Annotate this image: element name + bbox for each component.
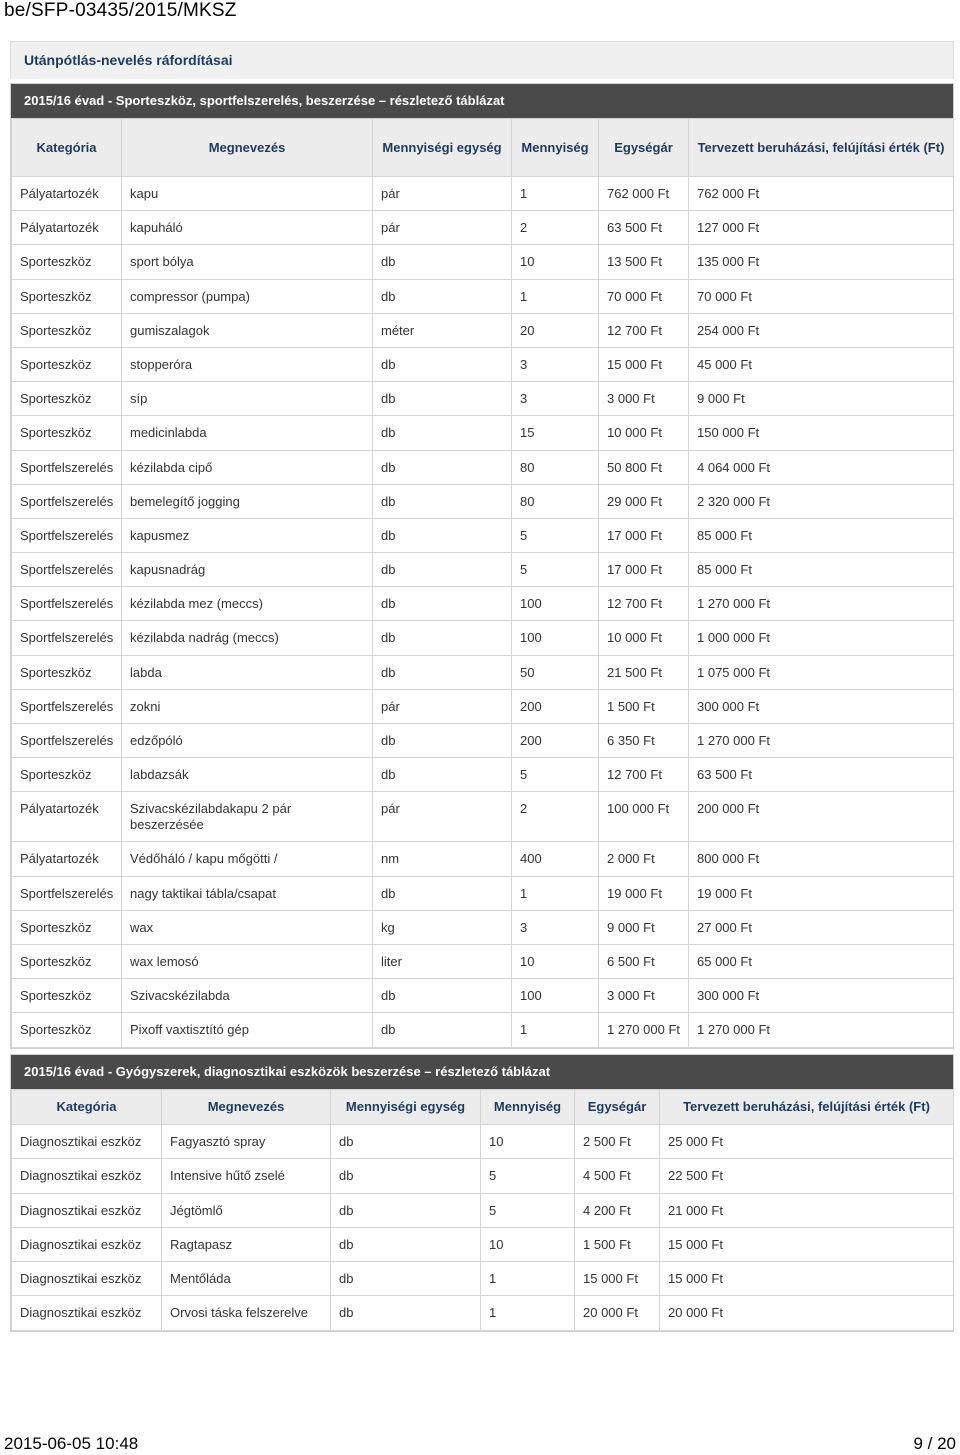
cell-planned-value: 4 064 000 Ft [689, 450, 954, 484]
cell-unit: db [373, 279, 512, 313]
cell-category: Sportfelszerelés [12, 587, 122, 621]
cell-quantity: 2 [512, 211, 599, 245]
cell-unit: db [373, 724, 512, 758]
table-row [12, 655, 954, 689]
cell-unit-price: 17 000 Ft [599, 518, 689, 552]
equipment-table-body [12, 177, 954, 1048]
cell-category: Sporteszköz [12, 910, 122, 944]
cell-quantity: 3 [512, 382, 599, 416]
cell-unit-price: 70 000 Ft [599, 279, 689, 313]
cell-unit-price: 10 000 Ft [599, 621, 689, 655]
cell-unit-price: 20 000 Ft [575, 1296, 660, 1330]
cell-unit-price: 2 000 Ft [599, 842, 689, 876]
col-header-quantity: Mennyiség [481, 1090, 575, 1125]
cell-name: bemelegítő jogging [122, 484, 373, 518]
cell-unit: db [373, 382, 512, 416]
cell-name: compressor (pumpa) [122, 279, 373, 313]
cell-quantity: 2 [512, 792, 599, 842]
cell-planned-value: 127 000 Ft [689, 211, 954, 245]
cell-name: Fagyasztó spray [162, 1125, 331, 1159]
cell-category: Sporteszköz [12, 347, 122, 381]
cell-planned-value: 150 000 Ft [689, 416, 954, 450]
cell-unit: db [373, 518, 512, 552]
medical-table-body [12, 1125, 954, 1331]
cell-name: medicinlabda [122, 416, 373, 450]
cell-name: labdazsák [122, 758, 373, 792]
cell-unit: méter [373, 313, 512, 347]
cell-category: Diagnosztikai eszköz [12, 1262, 162, 1296]
cell-unit: db [373, 758, 512, 792]
cell-quantity: 100 [512, 621, 599, 655]
cell-quantity: 5 [512, 758, 599, 792]
cell-quantity: 80 [512, 450, 599, 484]
table-row [12, 842, 954, 876]
cell-name: Orvosi táska felszerelve [162, 1296, 331, 1330]
cell-unit: pár [373, 211, 512, 245]
cell-planned-value: 22 500 Ft [660, 1159, 954, 1193]
cell-name: Pixoff vaxtisztító gép [122, 1013, 373, 1047]
cell-category: Sporteszköz [12, 382, 122, 416]
cell-category: Sportfelszerelés [12, 621, 122, 655]
col-header-name: Megnevezés [162, 1090, 331, 1125]
cell-planned-value: 1 270 000 Ft [689, 587, 954, 621]
table-row [12, 1013, 954, 1047]
cell-category: Sporteszköz [12, 944, 122, 978]
cell-unit: db [373, 484, 512, 518]
table-row [12, 484, 954, 518]
cell-quantity: 10 [481, 1125, 575, 1159]
table-row [12, 553, 954, 587]
table-row [12, 792, 954, 842]
cell-planned-value: 254 000 Ft [689, 313, 954, 347]
col-header-category: Kategória [12, 1090, 162, 1125]
cell-planned-value: 1 075 000 Ft [689, 655, 954, 689]
cell-category: Sporteszköz [12, 758, 122, 792]
cell-planned-value: 15 000 Ft [660, 1262, 954, 1296]
cell-name: kézilabda nadrág (meccs) [122, 621, 373, 655]
col-header-unit-price: Egységár [599, 119, 689, 177]
cell-planned-value: 19 000 Ft [689, 876, 954, 910]
cell-category: Diagnosztikai eszköz [12, 1159, 162, 1193]
table-row [12, 1227, 954, 1261]
col-header-planned-value: Tervezett beruházási, felújítási érték (Ft) [660, 1090, 954, 1125]
cell-quantity: 1 [512, 876, 599, 910]
cell-unit-price: 21 500 Ft [599, 655, 689, 689]
cell-quantity: 3 [512, 347, 599, 381]
cell-category: Diagnosztikai eszköz [12, 1227, 162, 1261]
table-row [12, 347, 954, 381]
cell-category: Sporteszköz [12, 245, 122, 279]
cell-category: Sporteszköz [12, 279, 122, 313]
cell-unit-price: 100 000 Ft [599, 792, 689, 842]
cell-planned-value: 65 000 Ft [689, 944, 954, 978]
cell-category: Sportfelszerelés [12, 876, 122, 910]
cell-name: wax lemosó [122, 944, 373, 978]
cell-unit-price: 3 000 Ft [599, 979, 689, 1013]
cell-unit-price: 10 000 Ft [599, 416, 689, 450]
section-header [10, 41, 954, 79]
col-header-planned-value: Tervezett beruházási, felújítási érték (Ft) [689, 119, 954, 177]
cell-category: Diagnosztikai eszköz [12, 1193, 162, 1227]
cell-unit: db [373, 450, 512, 484]
table-row [12, 1125, 954, 1159]
table-header-row [12, 1090, 954, 1125]
cell-category: Sporteszköz [12, 416, 122, 450]
cell-unit-price: 15 000 Ft [575, 1262, 660, 1296]
cell-unit: db [373, 1013, 512, 1047]
cell-unit: db [373, 979, 512, 1013]
cell-name: kézilabda cipő [122, 450, 373, 484]
cell-unit-price: 12 700 Ft [599, 587, 689, 621]
cell-planned-value: 70 000 Ft [689, 279, 954, 313]
cell-name: Szivacskézilabdakapu 2 pár beszerzésée [122, 792, 373, 842]
cell-planned-value: 1 270 000 Ft [689, 724, 954, 758]
table-row [12, 518, 954, 552]
table-row [12, 211, 954, 245]
table-row [12, 587, 954, 621]
cell-quantity: 1 [481, 1262, 575, 1296]
cell-unit: pár [373, 177, 512, 211]
table-row [12, 313, 954, 347]
cell-quantity: 5 [512, 518, 599, 552]
cell-quantity: 1 [481, 1296, 575, 1330]
equipment-table [11, 118, 954, 1048]
cell-unit: pár [373, 689, 512, 723]
cell-unit-price: 4 200 Ft [575, 1193, 660, 1227]
cell-unit-price: 762 000 Ft [599, 177, 689, 211]
document-id: be/SFP-03435/2015/MKSZ [4, 0, 237, 21]
cell-category: Sportfelszerelés [12, 553, 122, 587]
table-row [12, 944, 954, 978]
cell-planned-value: 200 000 Ft [689, 792, 954, 842]
cell-unit-price: 12 700 Ft [599, 758, 689, 792]
cell-planned-value: 1 270 000 Ft [689, 1013, 954, 1047]
cell-unit: liter [373, 944, 512, 978]
col-header-unit: Mennyiségi egység [373, 119, 512, 177]
table-row [12, 979, 954, 1013]
cell-planned-value: 9 000 Ft [689, 382, 954, 416]
cell-planned-value: 63 500 Ft [689, 758, 954, 792]
cell-name: síp [122, 382, 373, 416]
cell-unit: db [331, 1159, 481, 1193]
cell-unit: db [373, 655, 512, 689]
cell-category: Sporteszköz [12, 979, 122, 1013]
cell-quantity: 10 [512, 944, 599, 978]
equipment-table-title: 2015/16 évad - Sporteszköz, sportfelszerelés, beszerzése – részletező táblázat [11, 84, 953, 118]
cell-category: Pályatartozék [12, 211, 122, 245]
cell-planned-value: 762 000 Ft [689, 177, 954, 211]
cell-planned-value: 300 000 Ft [689, 979, 954, 1013]
table-row [12, 1262, 954, 1296]
cell-planned-value: 135 000 Ft [689, 245, 954, 279]
cell-unit-price: 6 500 Ft [599, 944, 689, 978]
medical-table-block [10, 1054, 954, 1332]
cell-planned-value: 2 320 000 Ft [689, 484, 954, 518]
cell-category: Diagnosztikai eszköz [12, 1296, 162, 1330]
cell-quantity: 1 [512, 177, 599, 211]
cell-planned-value: 85 000 Ft [689, 518, 954, 552]
cell-planned-value: 27 000 Ft [689, 910, 954, 944]
cell-name: sport bólya [122, 245, 373, 279]
table-row [12, 758, 954, 792]
cell-unit: db [331, 1193, 481, 1227]
cell-planned-value: 300 000 Ft [689, 689, 954, 723]
cell-unit-price: 9 000 Ft [599, 910, 689, 944]
cell-name: labda [122, 655, 373, 689]
footer-timestamp: 2015-06-05 10:48 [4, 1434, 139, 1453]
cell-unit-price: 19 000 Ft [599, 876, 689, 910]
cell-quantity: 400 [512, 842, 599, 876]
cell-planned-value: 15 000 Ft [660, 1227, 954, 1261]
table-row [12, 1159, 954, 1193]
table-header-row [12, 119, 954, 177]
table-row [12, 621, 954, 655]
cell-category: Sportfelszerelés [12, 689, 122, 723]
table-row [12, 279, 954, 313]
cell-category: Sporteszköz [12, 313, 122, 347]
cell-unit-price: 63 500 Ft [599, 211, 689, 245]
cell-unit: nm [373, 842, 512, 876]
cell-unit-price: 1 500 Ft [575, 1227, 660, 1261]
col-header-name: Megnevezés [122, 119, 373, 177]
cell-name: kapu [122, 177, 373, 211]
cell-category: Sportfelszerelés [12, 484, 122, 518]
table-row [12, 1296, 954, 1330]
cell-name: zokni [122, 689, 373, 723]
cell-category: Diagnosztikai eszköz [12, 1125, 162, 1159]
cell-planned-value: 800 000 Ft [689, 842, 954, 876]
cell-category: Sportfelszerelés [12, 518, 122, 552]
medical-table [11, 1089, 954, 1331]
table-row [12, 177, 954, 211]
cell-unit: db [331, 1262, 481, 1296]
col-header-quantity: Mennyiség [512, 119, 599, 177]
equipment-table-block [10, 83, 954, 1049]
cell-name: stopperóra [122, 347, 373, 381]
cell-name: kapuháló [122, 211, 373, 245]
cell-name: nagy taktikai tábla/csapat [122, 876, 373, 910]
table-row [12, 910, 954, 944]
cell-unit: db [373, 347, 512, 381]
col-header-unit-price: Egységár [575, 1090, 660, 1125]
cell-category: Sporteszköz [12, 1013, 122, 1047]
cell-unit-price: 1 270 000 Ft [599, 1013, 689, 1047]
cell-name: Szivacskézilabda [122, 979, 373, 1013]
cell-name: Védőháló / kapu mőgötti / [122, 842, 373, 876]
cell-unit-price: 13 500 Ft [599, 245, 689, 279]
cell-unit: db [331, 1227, 481, 1261]
cell-name: gumiszalagok [122, 313, 373, 347]
col-header-unit: Mennyiségi egység [331, 1090, 481, 1125]
cell-quantity: 5 [481, 1193, 575, 1227]
cell-unit-price: 17 000 Ft [599, 553, 689, 587]
cell-planned-value: 1 000 000 Ft [689, 621, 954, 655]
cell-quantity: 100 [512, 587, 599, 621]
table-row [12, 382, 954, 416]
cell-unit-price: 29 000 Ft [599, 484, 689, 518]
cell-name: Ragtapasz [162, 1227, 331, 1261]
section-title: Utánpótlás-nevelés ráfordításai [24, 52, 233, 68]
cell-name: Jégtömlő [162, 1193, 331, 1227]
cell-name: Mentőláda [162, 1262, 331, 1296]
cell-quantity: 50 [512, 655, 599, 689]
cell-quantity: 20 [512, 313, 599, 347]
cell-unit: db [373, 621, 512, 655]
cell-name: wax [122, 910, 373, 944]
medical-table-title: 2015/16 évad - Gyógyszerek, diagnosztikai eszközök beszerzése – részletező táblázat [11, 1055, 953, 1089]
cell-unit: db [373, 245, 512, 279]
cell-quantity: 15 [512, 416, 599, 450]
cell-unit-price: 1 500 Ft [599, 689, 689, 723]
table-row [12, 450, 954, 484]
cell-quantity: 1 [512, 279, 599, 313]
cell-category: Pályatartozék [12, 842, 122, 876]
table-row [12, 416, 954, 450]
cell-category: Pályatartozék [12, 177, 122, 211]
cell-planned-value: 45 000 Ft [689, 347, 954, 381]
cell-name: kézilabda mez (meccs) [122, 587, 373, 621]
footer-page-number: 9 / 20 [913, 1434, 956, 1453]
cell-unit: db [373, 587, 512, 621]
cell-name: Intensive hűtő zselé [162, 1159, 331, 1193]
cell-quantity: 5 [481, 1159, 575, 1193]
table-row [12, 689, 954, 723]
cell-category: Sportfelszerelés [12, 724, 122, 758]
cell-planned-value: 85 000 Ft [689, 553, 954, 587]
cell-unit: db [331, 1296, 481, 1330]
cell-planned-value: 21 000 Ft [660, 1193, 954, 1227]
cell-unit-price: 15 000 Ft [599, 347, 689, 381]
cell-quantity: 1 [512, 1013, 599, 1047]
cell-quantity: 200 [512, 689, 599, 723]
cell-unit-price: 50 800 Ft [599, 450, 689, 484]
cell-unit-price: 6 350 Ft [599, 724, 689, 758]
cell-unit-price: 4 500 Ft [575, 1159, 660, 1193]
cell-unit: db [331, 1125, 481, 1159]
cell-quantity: 10 [481, 1227, 575, 1261]
cell-category: Sporteszköz [12, 655, 122, 689]
cell-quantity: 10 [512, 245, 599, 279]
cell-unit-price: 12 700 Ft [599, 313, 689, 347]
cell-unit: pár [373, 792, 512, 842]
col-header-category: Kategória [12, 119, 122, 177]
cell-planned-value: 25 000 Ft [660, 1125, 954, 1159]
table-row [12, 245, 954, 279]
cell-quantity: 5 [512, 553, 599, 587]
cell-planned-value: 20 000 Ft [660, 1296, 954, 1330]
cell-quantity: 80 [512, 484, 599, 518]
cell-category: Sportfelszerelés [12, 450, 122, 484]
cell-unit-price: 3 000 Ft [599, 382, 689, 416]
cell-unit: db [373, 416, 512, 450]
cell-name: kapusmez [122, 518, 373, 552]
table-row [12, 876, 954, 910]
cell-unit: db [373, 553, 512, 587]
table-row [12, 1193, 954, 1227]
cell-quantity: 100 [512, 979, 599, 1013]
cell-name: edzőpóló [122, 724, 373, 758]
cell-category: Pályatartozék [12, 792, 122, 842]
cell-name: kapusnadrág [122, 553, 373, 587]
table-row [12, 724, 954, 758]
cell-quantity: 3 [512, 910, 599, 944]
cell-unit: kg [373, 910, 512, 944]
cell-quantity: 200 [512, 724, 599, 758]
cell-unit-price: 2 500 Ft [575, 1125, 660, 1159]
cell-unit: db [373, 876, 512, 910]
